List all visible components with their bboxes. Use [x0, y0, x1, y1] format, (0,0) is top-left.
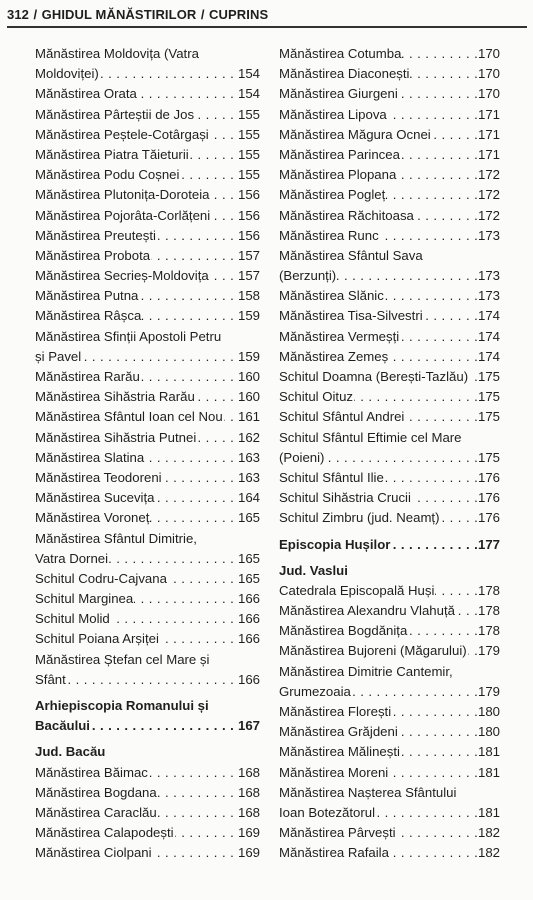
toc-entry [279, 226, 500, 246]
toc-entry [35, 650, 260, 670]
toc-entry-title: Mănăstirea Pârvești [279, 825, 396, 841]
toc-entry-title: Mănăstirea Băimac [35, 764, 148, 780]
toc-page-number: 164 [237, 488, 260, 508]
toc-entry-title: Mănăstirea Orata [35, 86, 137, 102]
toc-entry-title: Episcopia Hușilor [279, 536, 391, 552]
toc-page-number: 178 [477, 601, 500, 621]
toc-page-number: 167 [237, 716, 260, 736]
toc-entry [35, 763, 260, 783]
page-number: 312 [7, 7, 29, 22]
toc-page-number: 178 [477, 621, 500, 641]
toc-entry [35, 105, 260, 125]
toc-entry-title: Schitul Poiana Arșiței [35, 631, 159, 647]
toc-entry-title: Mănăstirea Sfântul Sava [279, 247, 423, 263]
toc-entry-title: Schitul Marginea [35, 591, 134, 607]
toc-page-number: 165 [237, 569, 260, 589]
toc-entry [35, 508, 260, 528]
toc-entry [279, 843, 500, 863]
toc-entry-title: Schitul Sfântul Ilie [279, 469, 384, 485]
toc-page-number: 178 [477, 581, 500, 601]
toc-entry-title: Sfânt [35, 671, 66, 687]
toc-entry-title: Mănăstirea Giurgeni [279, 86, 398, 102]
toc-page-number: 171 [477, 145, 500, 165]
toc-entry-title: Catedrala Episcopală Huși [279, 582, 435, 598]
toc-entry-title: (Berzunți) [279, 268, 337, 284]
toc-page-number: 175 [477, 387, 500, 407]
toc-page-number: 158 [237, 286, 260, 306]
toc-entry [279, 428, 500, 448]
toc-entry [35, 823, 260, 843]
toc-entry-title: Jud. Vaslui [279, 562, 348, 578]
toc-entry [35, 327, 260, 347]
toc-page-number: 155 [237, 105, 260, 125]
toc-page-number: 168 [237, 783, 260, 803]
toc-entry [279, 662, 500, 682]
toc-entry-title: Mănăstirea Slatina [35, 449, 145, 465]
toc-entry-title: Schitul Oituz [279, 389, 354, 405]
toc-page-number: 180 [477, 702, 500, 722]
toc-entry [279, 742, 500, 762]
toc-page-number: 169 [237, 823, 260, 843]
toc-entry-title: Mănăstirea Lipova [279, 106, 387, 122]
toc-entry [35, 185, 260, 205]
toc-entry [279, 327, 500, 347]
toc-page-number: 166 [237, 629, 260, 649]
toc-page-number: 176 [477, 468, 500, 488]
toc-entry [279, 306, 500, 326]
toc-page-number: 155 [237, 165, 260, 185]
toc-page-number: 181 [477, 763, 500, 783]
toc-heading [35, 742, 260, 762]
toc-entry-title: Mănăstirea Nașterea Sfântului [279, 784, 457, 800]
toc-entry-title: Mănăstirea Preutești [35, 227, 156, 243]
toc-entry [35, 145, 260, 165]
toc-entry-title: și Pavel [35, 348, 82, 364]
toc-entry [279, 246, 500, 266]
toc-page-number: 173 [477, 286, 500, 306]
toc-page-number: 155 [237, 125, 260, 145]
toc-entry [279, 508, 500, 528]
toc-page-number: 163 [237, 468, 260, 488]
toc-entry-title: Mănăstirea Slănic [279, 288, 384, 304]
toc-entry-title: Mănăstirea Grăjdeni [279, 724, 398, 740]
toc-entry [279, 468, 500, 488]
toc-entry [279, 448, 500, 468]
toc-page-number: 156 [237, 206, 260, 226]
header-separator: / [33, 7, 38, 22]
toc-page-number: 159 [237, 347, 260, 367]
toc-entry-title: Mănăstirea Calapodești [35, 825, 174, 841]
toc-entry [35, 407, 260, 427]
toc-page-number: 166 [237, 670, 260, 690]
toc-entry-title: Mănăstirea Mălinești [279, 744, 400, 760]
toc-page-number: 161 [237, 407, 260, 427]
toc-entry-title: Mănăstirea Moldovița (Vatra [35, 46, 199, 61]
toc-entry-title: Mănăstirea Zemeș [279, 348, 389, 364]
section-title: CUPRINS [209, 7, 269, 22]
toc-page-number: 175 [477, 407, 500, 427]
toc-entry-title: Mănăstirea Voroneț [35, 510, 150, 526]
toc-page-number: 163 [237, 448, 260, 468]
toc-entry [35, 783, 260, 803]
toc-entry [35, 84, 260, 104]
toc-page-number: 182 [477, 843, 500, 863]
toc-entry [35, 246, 260, 266]
toc-entry [35, 609, 260, 629]
toc-page-number: 175 [477, 367, 500, 387]
toc-entry-title: Mănăstirea Măgura Ocnei [279, 126, 431, 142]
toc-entry-title: Jud. Bacău [35, 744, 106, 760]
toc-page-number: 172 [477, 206, 500, 226]
toc-entry-title: Mănăstirea Sfântul Dimitrie, [35, 530, 197, 546]
toc-entry [279, 286, 500, 306]
toc-page-number: 157 [237, 246, 260, 266]
toc-entry-title: Mănăstirea Ciolpani [35, 845, 152, 861]
toc-entry-title: Schitul Sfântul Eftimie cel Mare [279, 429, 462, 445]
toc-entry [279, 682, 500, 702]
toc-page-number: 173 [477, 226, 500, 246]
toc-entry [279, 581, 500, 601]
toc-entry-title: Ioan Botezătorul [279, 804, 376, 820]
toc-entry-title: Mănăstirea Bogdana [35, 784, 157, 800]
toc-entry-title: Mănăstirea Caraclău [35, 804, 157, 820]
toc-entry-title: Mănăstirea Peștele-Cotârgași [35, 126, 209, 142]
toc-page-number: 181 [477, 742, 500, 762]
toc-entry [35, 125, 260, 145]
toc-page-number: 169 [237, 843, 260, 863]
toc-entry [35, 670, 260, 690]
toc-page-number: 156 [237, 226, 260, 246]
toc-entry-title: Mănăstirea Sfinții Apostoli Petru [35, 328, 222, 344]
toc-entry-title: Schitul Doamna (Berești-Tazlău) [279, 369, 469, 384]
toc-page-number: 156 [237, 185, 260, 205]
toc-page-number: 160 [237, 367, 260, 387]
toc-entry-title: Mănăstirea Runc [279, 227, 379, 243]
toc-entry-title: Mănăstirea Rarău [35, 369, 140, 384]
toc-heading [35, 696, 260, 716]
toc-entry [279, 206, 500, 226]
toc-entry-title: Grumezoaia [279, 683, 351, 699]
toc-page-number: 154 [237, 84, 260, 104]
toc-entry [279, 601, 500, 621]
toc-entry-title: (Poieni) [279, 449, 325, 465]
toc-page-number: 165 [237, 508, 260, 528]
toc-entry-title: Mănăstirea Parincea [279, 146, 400, 162]
toc-entry [279, 621, 500, 641]
toc-entry [279, 823, 500, 843]
toc-right-column [279, 44, 500, 864]
toc-entry-title: Mănăstirea Sihăstria Rarău [35, 389, 195, 405]
toc-entry-title: Mănăstirea Sihăstria Putnei [35, 429, 197, 445]
toc-entry [35, 488, 260, 508]
toc-page-number: 160 [237, 387, 260, 407]
toc-entry [35, 629, 260, 649]
toc-entry-title: Mănăstirea Pogleț [279, 187, 386, 203]
toc-page-number: 174 [477, 347, 500, 367]
toc-entry [279, 407, 500, 427]
toc-entry [279, 84, 500, 104]
toc-entry [279, 105, 500, 125]
toc-entry-title: Mănăstirea Bogdănița [279, 623, 408, 639]
toc-entry [279, 641, 500, 661]
toc-entry [35, 428, 260, 448]
toc-entry [35, 367, 260, 387]
toc-entry-title: Schitul Zimbru (jud. Neamț) [279, 510, 440, 526]
toc-entry [279, 387, 500, 407]
toc-page-number: 180 [477, 722, 500, 742]
toc-entry [35, 387, 260, 407]
toc-entry-title: Schitul Sihăstria Crucii [279, 490, 411, 506]
toc-page-number: 155 [237, 145, 260, 165]
toc-page-number: 179 [477, 682, 500, 702]
toc-entry-title: Mănăstirea Alexandru Vlahuță [279, 603, 455, 619]
toc-entry [35, 64, 260, 84]
toc-page-number: 154 [237, 64, 260, 84]
toc-entry-title: Mănăstirea Tisa-Silvestri [279, 308, 423, 324]
toc-entry-title: Mănăstirea Pârteștii de Jos [35, 106, 195, 122]
toc-entry [279, 367, 500, 387]
toc-page-number: 170 [477, 84, 500, 104]
toc-entry-title: Arhiepiscopia Romanului și [35, 698, 209, 713]
toc-entry-title: Mănăstirea Bujoreni (Măgarului) [279, 643, 467, 659]
toc-page-number: 176 [477, 488, 500, 508]
toc-page-number: 168 [237, 763, 260, 783]
toc-page-number: 174 [477, 306, 500, 326]
toc-entry-title: Mănăstirea Moreni [279, 764, 389, 780]
toc-page-number: 170 [477, 64, 500, 84]
toc-entry [35, 206, 260, 226]
toc-entry-title: Mănăstirea Putna [35, 288, 139, 304]
toc-page-number: 181 [477, 803, 500, 823]
toc-heading [35, 716, 260, 736]
toc-page-number: 159 [237, 306, 260, 326]
toc-entry [279, 488, 500, 508]
toc-heading [279, 561, 500, 581]
toc-entry-title: Mănăstirea Pojorâta-Corlățeni [35, 207, 211, 223]
toc-page-number: 171 [477, 125, 500, 145]
toc-entry-title: Mănăstirea Podu Coșnei [35, 167, 180, 183]
toc-entry [35, 803, 260, 823]
toc-page-number: 171 [477, 105, 500, 125]
toc-entry-title: Bacăului [35, 718, 90, 734]
toc-entry-title: Mănăstirea Sfântul Ioan cel Nou [35, 409, 223, 425]
toc-page-number: 157 [237, 266, 260, 286]
toc-entry-title: Mănăstirea Teodoreni [35, 469, 162, 485]
toc-entry [35, 468, 260, 488]
toc-entry-title: Schitul Codru-Cajvana [35, 570, 167, 586]
toc-entry [279, 125, 500, 145]
toc-entry [35, 843, 260, 863]
toc-entry [35, 286, 260, 306]
toc-entry-title: Mănăstirea Răchitoasa [279, 207, 414, 223]
toc-left-column [35, 44, 260, 864]
toc-page-number: 166 [237, 609, 260, 629]
toc-entry-title: Mănăstirea Dimitrie Cantemir, [279, 663, 453, 679]
toc-page-number: 165 [237, 549, 260, 569]
toc-entry-title: Mănăstirea Râșca [35, 308, 142, 324]
toc-entry-title: Mănăstirea Ștefan cel Mare și [35, 651, 210, 667]
toc-entry [279, 145, 500, 165]
toc-page-number: 176 [477, 508, 500, 528]
toc-page-number: 172 [477, 165, 500, 185]
toc-entry-title: Mănăstirea Diaconești [279, 66, 410, 82]
toc-entry [35, 306, 260, 326]
toc-entry [35, 549, 260, 569]
toc-page-number: 174 [477, 327, 500, 347]
page-header [7, 6, 527, 28]
toc-entry [35, 589, 260, 609]
toc-entry-title: Moldoviței) [35, 66, 99, 82]
toc-entry-title: Mănăstirea Sucevița [35, 490, 155, 506]
toc-page-number: 179 [477, 641, 500, 661]
toc-entry-title: Vatra Dornei [35, 550, 109, 566]
toc-entry [279, 722, 500, 742]
toc-entry [279, 763, 500, 783]
toc-entry [279, 702, 500, 722]
toc-entry-title: Mănăstirea Florești [279, 704, 392, 719]
toc-entry [35, 569, 260, 589]
toc-entry-title: Mănăstirea Secrieș-Moldovița [35, 268, 209, 284]
toc-page-number: 170 [477, 44, 500, 64]
toc-entry-title: Mănăstirea Piatra Tăieturii [35, 146, 189, 162]
toc-entry-title: Mănăstirea Cotumba [279, 46, 402, 61]
toc-entry [35, 347, 260, 367]
toc-page-number: 182 [477, 823, 500, 843]
toc-entry-title: Schitul Sfântul Andrei [279, 409, 405, 425]
book-title: GHIDUL MĂNĂSTIRILOR [41, 7, 197, 22]
toc-page-number: 173 [477, 266, 500, 286]
toc-entry [35, 529, 260, 549]
toc-entry [279, 44, 500, 64]
toc-page-number: 162 [237, 428, 260, 448]
toc-heading [279, 535, 500, 555]
toc-entry [279, 64, 500, 84]
toc-entry-title: Mănăstirea Plutonița-Doroteia [35, 187, 210, 203]
toc-entry [35, 448, 260, 468]
toc-entry-title: Mănăstirea Vermeșți [279, 328, 400, 344]
toc-entry [279, 185, 500, 205]
toc-entry-title: Mănăstirea Plopana [279, 167, 397, 183]
toc-entry-title: Mănăstirea Probota [35, 247, 151, 263]
toc-page-number: 166 [237, 589, 260, 609]
toc-entry [279, 783, 500, 803]
toc-entry-title: Schitul Molid [35, 611, 110, 627]
toc-entry [279, 347, 500, 367]
toc-entry-title: Mănăstirea Rafaila [279, 845, 389, 861]
toc-entry [35, 266, 260, 286]
toc-page-number: 177 [477, 535, 500, 555]
toc-entry [35, 165, 260, 185]
toc-entry [279, 803, 500, 823]
toc-entry [35, 226, 260, 246]
toc-entry [279, 266, 500, 286]
toc-page-number: 175 [477, 448, 500, 468]
toc-entry [35, 44, 260, 64]
header-separator: / [200, 7, 205, 22]
toc-entry [279, 165, 500, 185]
toc-page-number: 168 [237, 803, 260, 823]
toc-page-number: 172 [477, 185, 500, 205]
